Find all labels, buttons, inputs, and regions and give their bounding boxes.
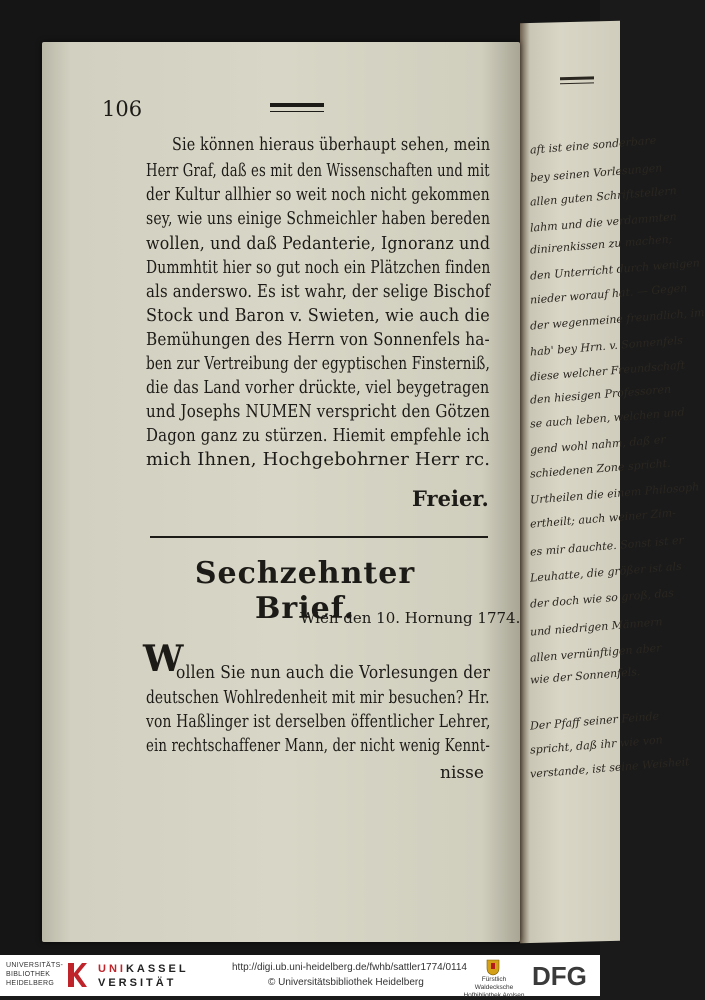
right-page-line: ertheilt; auch weiner Zim- <box>529 506 677 531</box>
right-page-line: Leuhatte, die größer ist als <box>529 559 682 585</box>
right-page-line: nieder worauf hat. — Gegen <box>529 281 688 307</box>
waldeck-library-name[interactable] <box>462 976 526 1000</box>
letter-line: ein rechtschaffener Mann, der nicht wenig Kennt- <box>146 735 490 756</box>
body-line: Herr Graf, daß es mit den Wissenschaften und mit <box>146 160 490 181</box>
body-line: Bemühungen des Herrn von Sonnenfels ha- <box>146 329 490 350</box>
right-page-line: allen guten Schriftstellern <box>529 184 678 209</box>
kassel-word: KASSEL <box>125 963 189 975</box>
body-line: als anderswo. Es ist wahr, der selige Bischof <box>146 281 491 302</box>
drop-cap: W <box>143 638 184 680</box>
letter-line: ollen Sie nun auch die Vorlesungen der <box>176 662 491 683</box>
right-page-line: und niedrigen Männern <box>529 615 663 639</box>
body-line: Sie können hieraus überhaupt sehen, mein <box>172 134 491 155</box>
footer-bar <box>0 955 600 999</box>
section-divider <box>150 536 488 538</box>
right-page-line: Urtheilen die einem Philosoph <box>529 480 700 507</box>
kassel-versitaet: VERSITÄT <box>98 977 177 989</box>
right-page-line: spricht, daß ihr wie von <box>529 733 664 757</box>
right-page-line: dinirenkissen zu machen; <box>529 232 673 257</box>
right-page-line: hab' bey Hrn. v. Sonnenfels <box>529 333 684 359</box>
kassel-logo-icon[interactable] <box>66 961 88 989</box>
letter-line: deutschen Wohlredenheit mit mir besuchen? Hr. <box>146 687 490 708</box>
letter-signature: Freier. <box>412 486 489 511</box>
adjacent-right-page <box>520 21 705 944</box>
right-page-line: allen vernünftigen aber <box>529 641 662 665</box>
body-line: ben zur Vertreibung der egyptischen Finsterniß, <box>146 353 490 374</box>
right-page-line: lahm und die verdammten <box>529 210 678 235</box>
right-page-line: wie der Sonnenfels. <box>529 665 641 687</box>
body-line: Dummhtit hier so gut noch ein Plätzchen finden <box>146 257 491 278</box>
dfg-text: DFG <box>532 961 587 991</box>
header-rule-thin <box>270 111 324 112</box>
right-page-line: den Unterricht durch wenigen <box>529 256 701 283</box>
letter-line: von Haßlinger ist derselben öffentlicher Lehrer, <box>146 711 491 732</box>
body-line: Dagon ganz zu stürzen. Hiemit empfehle ich <box>146 425 490 446</box>
right-page-line: aft ist eine sonderbare <box>529 133 657 157</box>
right-page-header-rule <box>560 76 594 80</box>
right-page-line: den hiesigen Professoren <box>529 382 672 407</box>
page-number: 106 <box>102 97 143 121</box>
right-page-line: Der Pfaff seiner Feinde <box>529 709 660 733</box>
right-page-line: verstande, ist seine Weisheit <box>529 755 690 781</box>
university-line: BIBLIOTHEK <box>6 971 51 978</box>
right-page-line: gend wohl nahm, daß er <box>529 433 666 457</box>
university-line: UNIVERSITÄTS- <box>6 962 64 969</box>
body-line: Stock und Baron v. Swieten, wie auch die <box>146 305 490 326</box>
body-line: der Kultur allhier so weit noch nicht gekommen <box>146 184 490 205</box>
waldeck-line: Fürstlich Waldecksche <box>474 976 514 991</box>
right-page-line: diese welcher Freundschaft <box>529 358 686 384</box>
body-line: sey, wie uns einige Schmeichler haben bereden <box>146 208 491 229</box>
copyright-notice: © Universitätsbibliothek Heidelberg <box>268 977 424 988</box>
heidelberg-library-name[interactable] <box>6 961 63 988</box>
body-line: die das Land vorher drückte, viel beygetragen <box>146 377 490 398</box>
right-page-line: bey seinen Vorlesungen <box>529 161 663 185</box>
university-line: HEIDELBERG <box>6 980 55 987</box>
body-line: mich Ihnen, Hochgebohrner Herr rc. <box>146 449 491 470</box>
dfg-logo-icon[interactable] <box>530 960 594 990</box>
right-page-line: der wegenmeine freundlich, im <box>529 305 705 333</box>
waldeck-crest-icon <box>486 958 500 976</box>
right-page-line: der doch wie so groß, das <box>529 586 675 611</box>
body-line: wollen, und daß Pedanterie, Ignoranz und <box>146 233 491 254</box>
letter-title: Sechzehnter Brief. <box>194 556 416 626</box>
right-page-header-rule-thin <box>560 82 594 84</box>
catchword: nisse <box>440 763 484 783</box>
header-rule <box>270 103 324 107</box>
letter-dateline: Wien den 10. Hornung 1774. <box>300 609 521 627</box>
right-page-line: es mir dauchte. Sonst ist er <box>529 533 685 559</box>
kassel-uni-red: UNI <box>98 963 126 975</box>
kassel-university-name[interactable] <box>98 962 189 990</box>
waldeck-line: Hofbibliothek Arolsen <box>463 992 525 999</box>
right-page-line: schiedenen Zone spricht. <box>529 456 671 481</box>
body-line: und Josephs NUMEN verspricht den Götzen <box>146 401 491 422</box>
right-page-line: se auch leben, welchen und <box>529 405 685 431</box>
permalink-url[interactable]: http://digi.ub.uni-heidelberg.de/fwhb/sattler1774/0114 <box>232 962 467 973</box>
